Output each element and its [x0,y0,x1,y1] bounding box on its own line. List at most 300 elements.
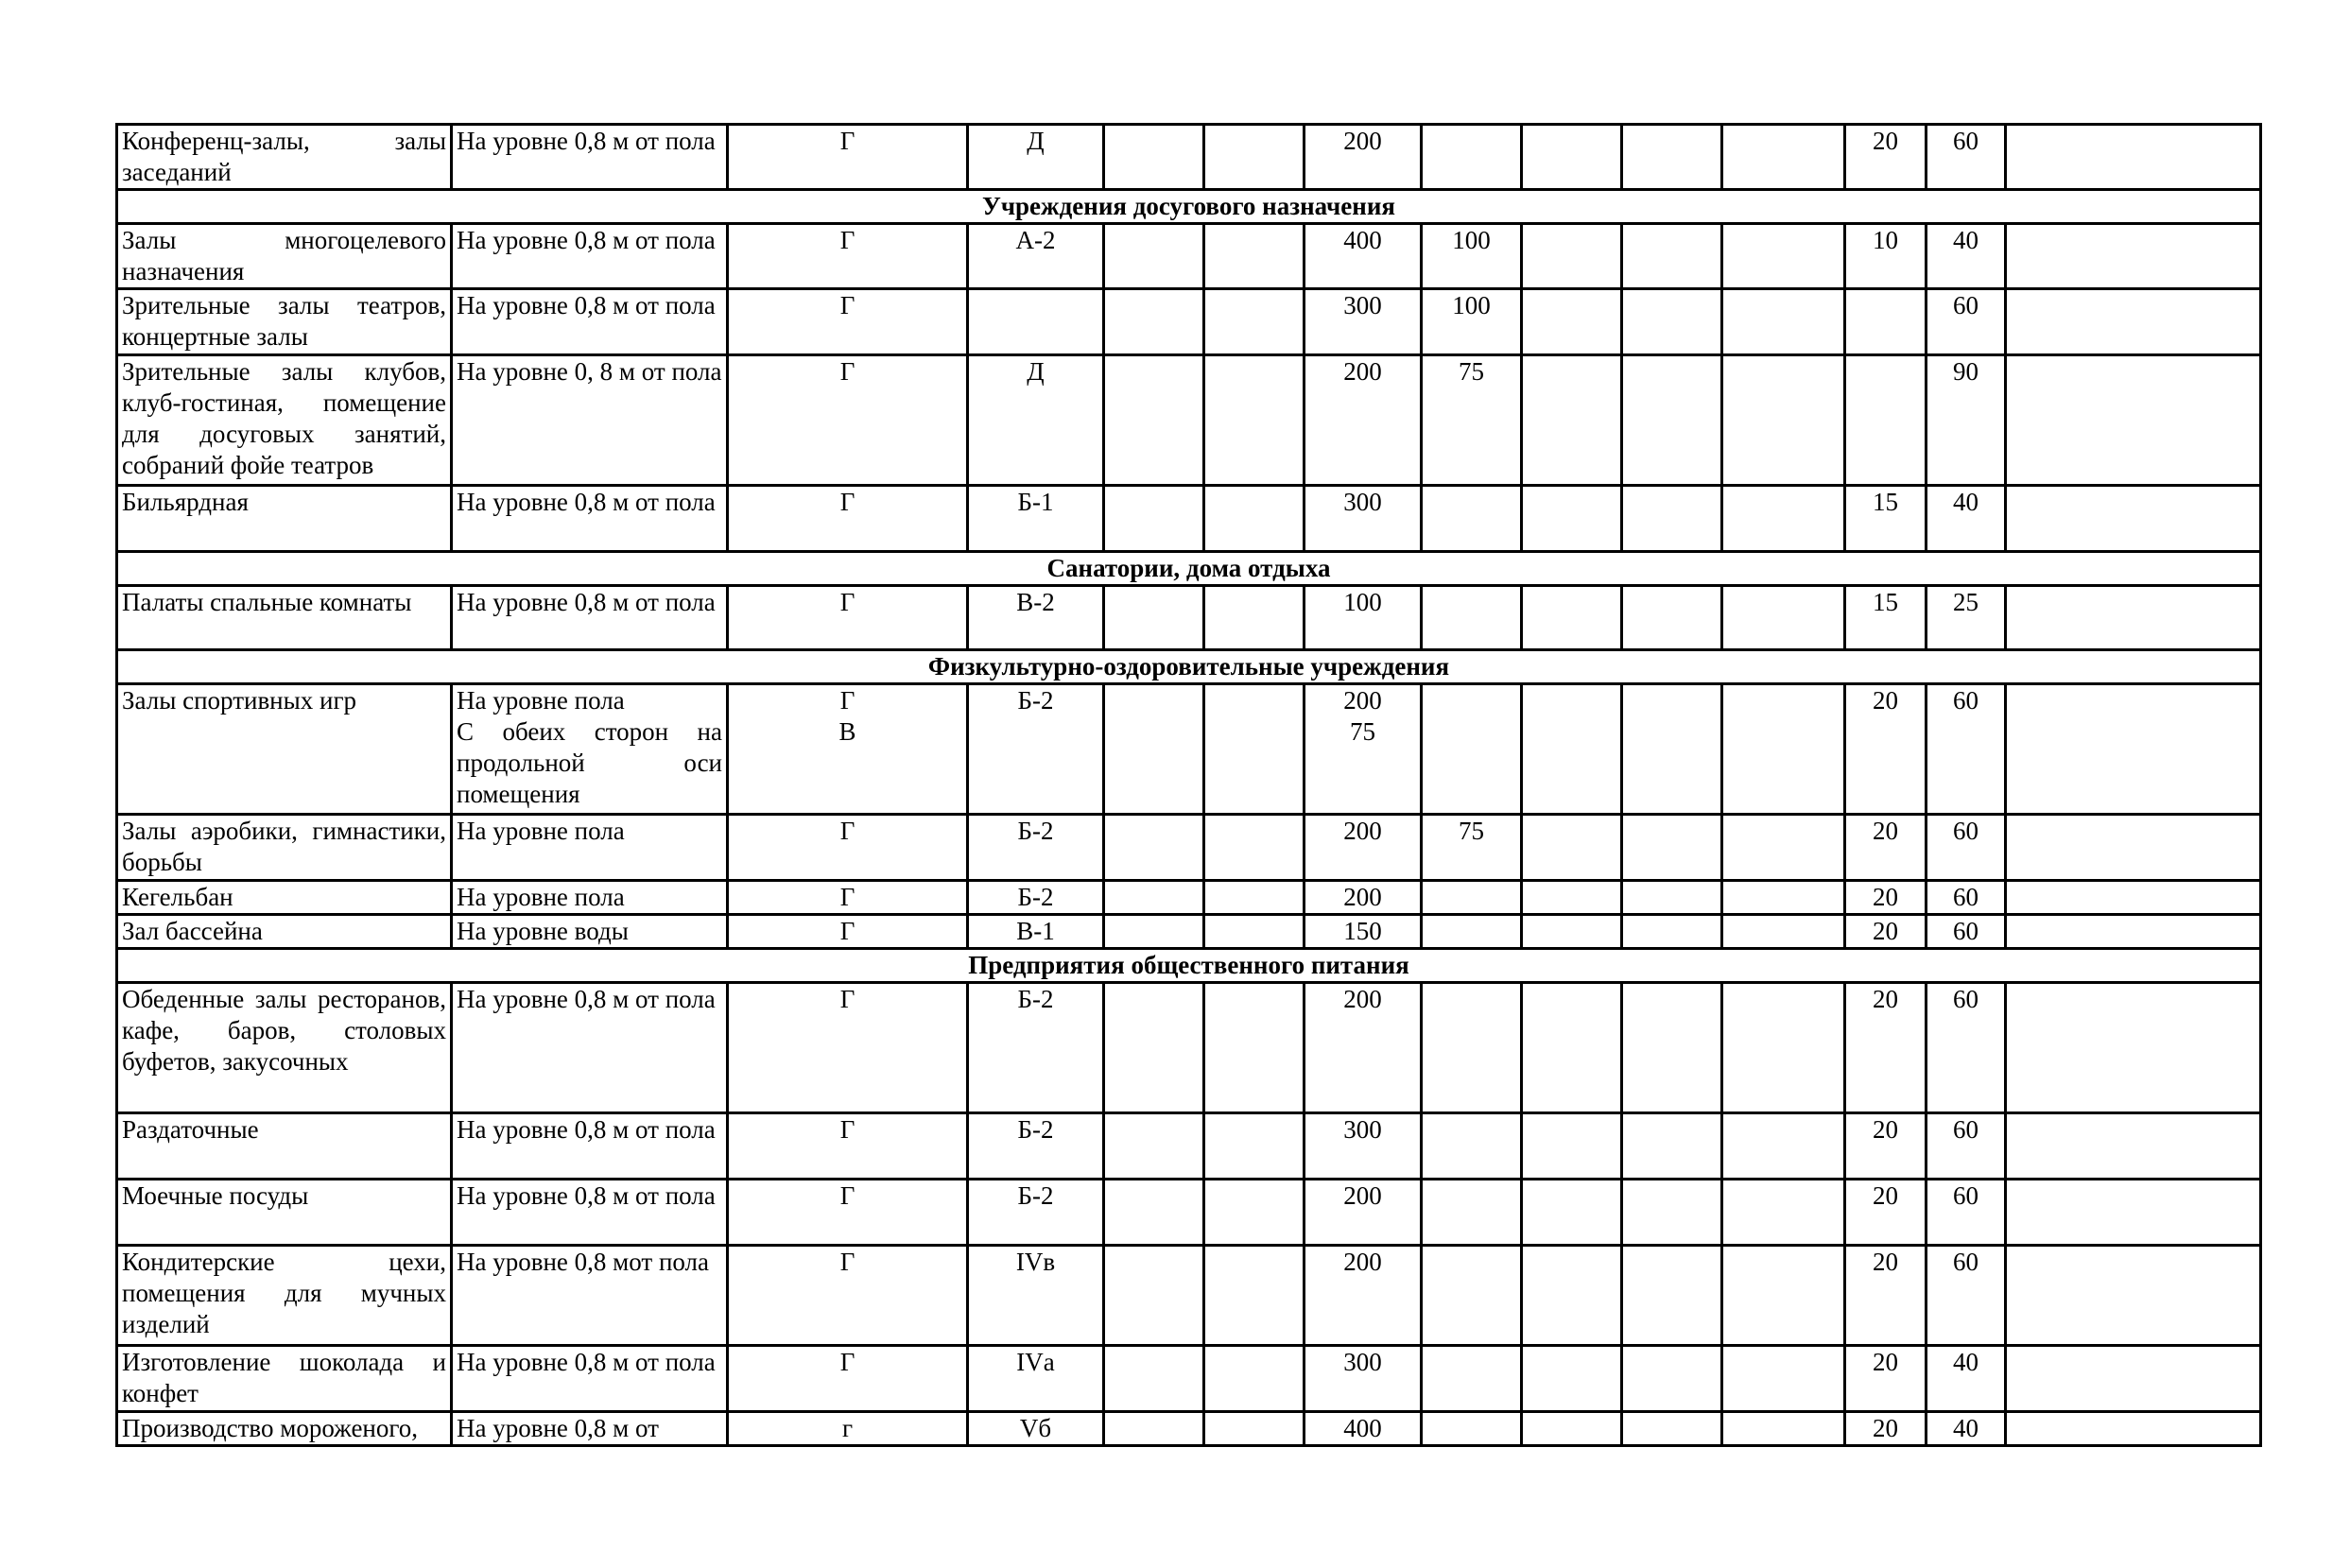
lighting-system-line: Г [839,1348,855,1376]
lighting-system-line: Г [839,1115,855,1144]
lighting-system-line: Г [839,917,855,945]
column-10-cell [1622,983,1722,1113]
column-9-cell [1522,289,1622,355]
work-plane-cell [452,125,728,190]
table-row [117,1346,2261,1412]
column-14-cell [2006,881,2261,915]
column-11-cell [1722,125,1845,190]
glare-index-cell: 20 [1845,1412,1927,1446]
column-9-cell [1522,983,1622,1113]
column-11-cell [1722,1113,1845,1180]
room-name-cell: Кегельбан [117,881,452,915]
visual-work-class-cell: Б-2 [968,684,1104,815]
column-9-cell [1522,815,1622,881]
column-5-cell [1104,1346,1204,1412]
column-14-cell [2006,125,2261,190]
glare-index-cell: 20 [1845,915,1927,949]
column-14-cell [2006,1412,2261,1446]
pulsation-coefficient-cell: 40 [1927,486,2006,552]
column-10-cell [1622,1113,1722,1180]
table-row [117,983,2261,1113]
visual-work-class-cell: Б-2 [968,881,1104,915]
room-name-cell: Моечные посуды [117,1180,452,1246]
column-6-cell [1204,983,1305,1113]
visual-work-class-cell: IVв [968,1246,1104,1346]
work-plane-line: На уровне пола [457,883,625,911]
lighting-system-cell [728,815,968,881]
section-title: Предприятия общественного питания [117,949,2261,983]
illuminance-cell [1305,1113,1422,1180]
lighting-system-line: Г [839,1248,855,1276]
table-row [117,815,2261,881]
column-11-cell [1722,815,1845,881]
work-plane-cell [452,355,728,486]
lighting-system-line: Г [839,127,855,155]
column-14-cell [2006,486,2261,552]
pulsation-coefficient-cell: 90 [1927,355,2006,486]
visual-work-class-cell: Б-2 [968,983,1104,1113]
lighting-system-cell [728,684,968,815]
glare-index-cell: 10 [1845,224,1927,289]
work-plane-cell [452,1412,728,1446]
column-5-cell [1104,486,1204,552]
column-10-cell [1622,224,1722,289]
lighting-system-line: В [838,717,856,746]
column-5-cell [1104,289,1204,355]
column-11-cell [1722,983,1845,1113]
glare-index-cell: 20 [1845,1180,1927,1246]
illuminance-line: 400 [1343,1414,1382,1442]
room-name-cell: Обеденные залы ресторанов, кафе, баров, столовых буфетов, закусочных [117,983,452,1113]
column-10-cell [1622,915,1722,949]
work-plane-cell [452,289,728,355]
lighting-system-line: г [841,1414,854,1442]
glare-index-cell [1845,289,1927,355]
visual-work-class-cell: В-2 [968,586,1104,650]
pulsation-coefficient-cell: 60 [1927,1246,2006,1346]
lighting-system-line: Г [839,883,855,911]
illuminance-cell [1305,224,1422,289]
glare-index-cell [1845,355,1927,486]
lighting-system-cell [728,586,968,650]
cylindrical-illuminance-cell [1422,684,1522,815]
illuminance-line: 300 [1343,488,1382,516]
lighting-system-cell [728,125,968,190]
illuminance-cell [1305,983,1422,1113]
room-name-cell: Конференц-залы, залы заседаний [117,125,452,190]
illuminance-line: 100 [1343,588,1382,616]
illuminance-cell [1305,586,1422,650]
work-plane-cell [452,1113,728,1180]
illuminance-cell [1305,915,1422,949]
table-row [117,1113,2261,1180]
column-6-cell [1204,1346,1305,1412]
column-5-cell [1104,1412,1204,1446]
table-row [117,224,2261,289]
column-11-cell [1722,1246,1845,1346]
lighting-system-cell [728,289,968,355]
room-name-cell: Залы многоцелевого назначения [117,224,452,289]
cylindrical-illuminance-cell [1422,486,1522,552]
column-10-cell [1622,1412,1722,1446]
column-6-cell [1204,586,1305,650]
work-plane-cell [452,983,728,1113]
glare-index-cell: 20 [1845,684,1927,815]
column-14-cell [2006,1113,2261,1180]
pulsation-coefficient-cell: 40 [1927,1412,2006,1446]
column-14-cell [2006,1180,2261,1246]
pulsation-coefficient-cell: 60 [1927,125,2006,190]
room-name-cell: Кондитерские цехи, помещения для мучных изделий [117,1246,452,1346]
section-header-row [117,190,2261,224]
room-name-cell: Бильярдная [117,486,452,552]
column-14-cell [2006,289,2261,355]
room-name-cell: Зрительные залы театров, концертные залы [117,289,452,355]
column-5-cell [1104,983,1204,1113]
glare-index-cell: 20 [1845,815,1927,881]
illuminance-cell [1305,355,1422,486]
section-title: Санатории, дома отдыха [117,552,2261,586]
lighting-system-line: Г [839,686,855,715]
visual-work-class-cell: Д [968,355,1104,486]
illuminance-line: 75 [1350,717,1375,746]
table-row [117,881,2261,915]
column-9-cell [1522,915,1622,949]
room-name-cell: Изготовление шоколада и конфет [117,1346,452,1412]
visual-work-class-cell: А-2 [968,224,1104,289]
column-5-cell [1104,1113,1204,1180]
illuminance-cell [1305,1246,1422,1346]
pulsation-coefficient-cell: 60 [1927,684,2006,815]
glare-index-cell: 20 [1845,1346,1927,1412]
work-plane-cell [452,684,728,815]
column-9-cell [1522,1246,1622,1346]
illuminance-line: 200 [1343,357,1382,386]
work-plane-line: С обеих сторон на продольной оси помещения [457,717,722,808]
column-9-cell [1522,1346,1622,1412]
column-6-cell [1204,1113,1305,1180]
illuminance-cell [1305,684,1422,815]
work-plane-cell [452,1180,728,1246]
column-6-cell [1204,289,1305,355]
column-14-cell [2006,586,2261,650]
column-6-cell [1204,815,1305,881]
lighting-system-cell [728,1412,968,1446]
column-9-cell [1522,1113,1622,1180]
work-plane-cell [452,486,728,552]
column-5-cell [1104,355,1204,486]
lighting-system-cell [728,1180,968,1246]
pulsation-coefficient-cell: 60 [1927,1113,2006,1180]
column-9-cell [1522,586,1622,650]
illuminance-line: 200 [1343,127,1382,155]
column-11-cell [1722,355,1845,486]
cylindrical-illuminance-cell: 100 [1422,289,1522,355]
visual-work-class-cell: Б-2 [968,815,1104,881]
column-11-cell [1722,1346,1845,1412]
work-plane-line: На уровне пола [457,817,625,845]
cylindrical-illuminance-cell [1422,1412,1522,1446]
lighting-system-line: Г [839,357,855,386]
illuminance-cell [1305,1412,1422,1446]
cylindrical-illuminance-cell [1422,881,1522,915]
table-row [117,684,2261,815]
column-11-cell [1722,586,1845,650]
glare-index-cell: 15 [1845,586,1927,650]
column-14-cell [2006,684,2261,815]
visual-work-class-cell: Vб [968,1412,1104,1446]
illuminance-cell [1305,815,1422,881]
cylindrical-illuminance-cell [1422,915,1522,949]
work-plane-cell [452,586,728,650]
cylindrical-illuminance-cell [1422,586,1522,650]
room-name-cell: Залы спортивных игр [117,684,452,815]
room-name-cell: Зал бассейна [117,915,452,949]
table-row [117,586,2261,650]
column-5-cell [1104,1246,1204,1346]
work-plane-cell [452,224,728,289]
column-6-cell [1204,1180,1305,1246]
section-title: Физкультурно-оздоровительные учреждения [117,650,2261,684]
lighting-system-cell [728,1113,968,1180]
table-row [117,289,2261,355]
column-5-cell [1104,125,1204,190]
work-plane-line: На уровне 0,8 м от пола [457,1115,716,1144]
column-5-cell [1104,1180,1204,1246]
work-plane-line: На уровне пола [457,686,625,715]
lighting-system-line: Г [839,226,855,254]
lighting-system-line: Г [839,488,855,516]
table-row [117,1180,2261,1246]
cylindrical-illuminance-cell [1422,983,1522,1113]
glare-index-cell: 20 [1845,1113,1927,1180]
column-9-cell [1522,1412,1622,1446]
cylindrical-illuminance-cell [1422,1180,1522,1246]
work-plane-cell [452,1346,728,1412]
cylindrical-illuminance-cell [1422,1246,1522,1346]
work-plane-line: На уровне 0,8 мот пола [457,1248,709,1276]
illuminance-line: 150 [1343,917,1382,945]
column-5-cell [1104,915,1204,949]
lighting-system-cell [728,881,968,915]
work-plane-line: На уровне 0,8 м от пола [457,588,716,616]
column-5-cell [1104,881,1204,915]
column-9-cell [1522,125,1622,190]
visual-work-class-cell: Б-2 [968,1180,1104,1246]
glare-index-cell: 20 [1845,881,1927,915]
glare-index-cell: 20 [1845,983,1927,1113]
column-14-cell [2006,224,2261,289]
column-10-cell [1622,1246,1722,1346]
column-6-cell [1204,915,1305,949]
lighting-system-cell [728,486,968,552]
column-10-cell [1622,881,1722,915]
column-9-cell [1522,224,1622,289]
column-11-cell [1722,289,1845,355]
cylindrical-illuminance-cell: 75 [1422,815,1522,881]
lighting-system-cell [728,355,968,486]
lighting-system-line: Г [839,291,855,319]
illuminance-line: 300 [1343,1115,1382,1144]
cylindrical-illuminance-cell [1422,125,1522,190]
column-11-cell [1722,915,1845,949]
visual-work-class-cell: IVа [968,1346,1104,1412]
pulsation-coefficient-cell: 60 [1927,289,2006,355]
column-14-cell [2006,1246,2261,1346]
pulsation-coefficient-cell: 40 [1927,224,2006,289]
column-10-cell [1622,684,1722,815]
column-10-cell [1622,1346,1722,1412]
table-row [117,1412,2261,1446]
column-11-cell [1722,881,1845,915]
section-header-row [117,949,2261,983]
lighting-system-cell [728,224,968,289]
section-title: Учреждения досугового назначения [117,190,2261,224]
lighting-system-cell [728,983,968,1113]
illuminance-cell [1305,486,1422,552]
column-14-cell [2006,915,2261,949]
column-6-cell [1204,486,1305,552]
room-name-cell: Производство мороженого, [117,1412,452,1446]
work-plane-line: На уровне 0,8 м от пола [457,1181,716,1210]
column-9-cell [1522,684,1622,815]
visual-work-class-cell: Д [968,125,1104,190]
column-6-cell [1204,684,1305,815]
work-plane-line: На уровне 0, 8 м от пола [457,357,722,386]
column-5-cell [1104,684,1204,815]
work-plane-line: На уровне 0,8 м от пола [457,226,716,254]
lighting-system-cell [728,915,968,949]
column-14-cell [2006,355,2261,486]
visual-work-class-cell: В-1 [968,915,1104,949]
table-row [117,125,2261,190]
cylindrical-illuminance-cell: 100 [1422,224,1522,289]
work-plane-line: На уровне 0,8 м от пола [457,127,716,155]
column-11-cell [1722,224,1845,289]
work-plane-line: На уровне 0,8 м от пола [457,488,716,516]
column-10-cell [1622,486,1722,552]
pulsation-coefficient-cell: 60 [1927,1180,2006,1246]
column-10-cell [1622,125,1722,190]
table-row [117,1246,2261,1346]
table-body [117,125,2261,1446]
lighting-system-cell [728,1246,968,1346]
column-11-cell [1722,1180,1845,1246]
glare-index-cell: 15 [1845,486,1927,552]
pulsation-coefficient-cell: 40 [1927,1346,2006,1412]
pulsation-coefficient-cell: 60 [1927,815,2006,881]
illuminance-line: 200 [1343,883,1382,911]
column-14-cell [2006,983,2261,1113]
illuminance-cell [1305,1346,1422,1412]
visual-work-class-cell: Б-1 [968,486,1104,552]
illuminance-cell [1305,125,1422,190]
work-plane-line: На уровне воды [457,917,629,945]
work-plane-cell [452,815,728,881]
lighting-system-line: Г [839,817,855,845]
illuminance-cell [1305,1180,1422,1246]
table-row [117,486,2261,552]
cylindrical-illuminance-cell [1422,1113,1522,1180]
lighting-system-line: Г [839,1181,855,1210]
glare-index-cell: 20 [1845,125,1927,190]
column-6-cell [1204,1412,1305,1446]
pulsation-coefficient-cell: 60 [1927,915,2006,949]
column-5-cell [1104,224,1204,289]
work-plane-line: На уровне 0,8 м от пола [457,985,716,1013]
column-9-cell [1522,486,1622,552]
column-6-cell [1204,125,1305,190]
column-11-cell [1722,486,1845,552]
illuminance-line: 300 [1343,1348,1382,1376]
column-11-cell [1722,684,1845,815]
work-plane-line: На уровне 0,8 м от пола [457,291,716,319]
table-row [117,355,2261,486]
lighting-system-line: Г [839,985,855,1013]
work-plane-cell [452,881,728,915]
room-name-cell: Залы аэробики, гимнастики, борьбы [117,815,452,881]
column-6-cell [1204,881,1305,915]
work-plane-cell [452,915,728,949]
visual-work-class-cell: Б-2 [968,1113,1104,1180]
illuminance-cell [1305,289,1422,355]
column-14-cell [2006,1346,2261,1412]
glare-index-cell: 20 [1845,1246,1927,1346]
column-6-cell [1204,224,1305,289]
illuminance-line: 400 [1343,226,1382,254]
illuminance-line: 300 [1343,291,1382,319]
work-plane-line: На уровне 0,8 м от пола [457,1348,716,1376]
room-name-cell: Палаты спальные комнаты [117,586,452,650]
room-name-cell: Зрительные залы клубов, клуб-гостиная, помещение для досуговых занятий, собраний фойе театров [117,355,452,486]
section-header-row [117,552,2261,586]
pulsation-coefficient-cell: 60 [1927,881,2006,915]
column-5-cell [1104,815,1204,881]
work-plane-line: На уровне 0,8 м от [457,1414,659,1442]
pulsation-coefficient-cell: 60 [1927,983,2006,1113]
column-6-cell [1204,355,1305,486]
column-14-cell [2006,815,2261,881]
illuminance-cell [1305,881,1422,915]
illuminance-line: 200 [1343,686,1382,715]
illuminance-line: 200 [1343,1181,1382,1210]
lighting-system-cell [728,1346,968,1412]
illuminance-line: 200 [1343,817,1382,845]
column-6-cell [1204,1246,1305,1346]
pulsation-coefficient-cell: 25 [1927,586,2006,650]
column-9-cell [1522,881,1622,915]
cylindrical-illuminance-cell [1422,1346,1522,1412]
illuminance-line: 200 [1343,1248,1382,1276]
column-10-cell [1622,1180,1722,1246]
section-header-row [117,650,2261,684]
lighting-norms-table [115,123,2262,1447]
column-9-cell [1522,355,1622,486]
lighting-system-line: Г [839,588,855,616]
column-5-cell [1104,586,1204,650]
column-10-cell [1622,355,1722,486]
visual-work-class-cell [968,289,1104,355]
column-10-cell [1622,586,1722,650]
column-9-cell [1522,1180,1622,1246]
column-11-cell [1722,1412,1845,1446]
table-row [117,915,2261,949]
room-name-cell: Раздаточные [117,1113,452,1180]
cylindrical-illuminance-cell: 75 [1422,355,1522,486]
column-10-cell [1622,289,1722,355]
column-10-cell [1622,815,1722,881]
illuminance-line: 200 [1343,985,1382,1013]
